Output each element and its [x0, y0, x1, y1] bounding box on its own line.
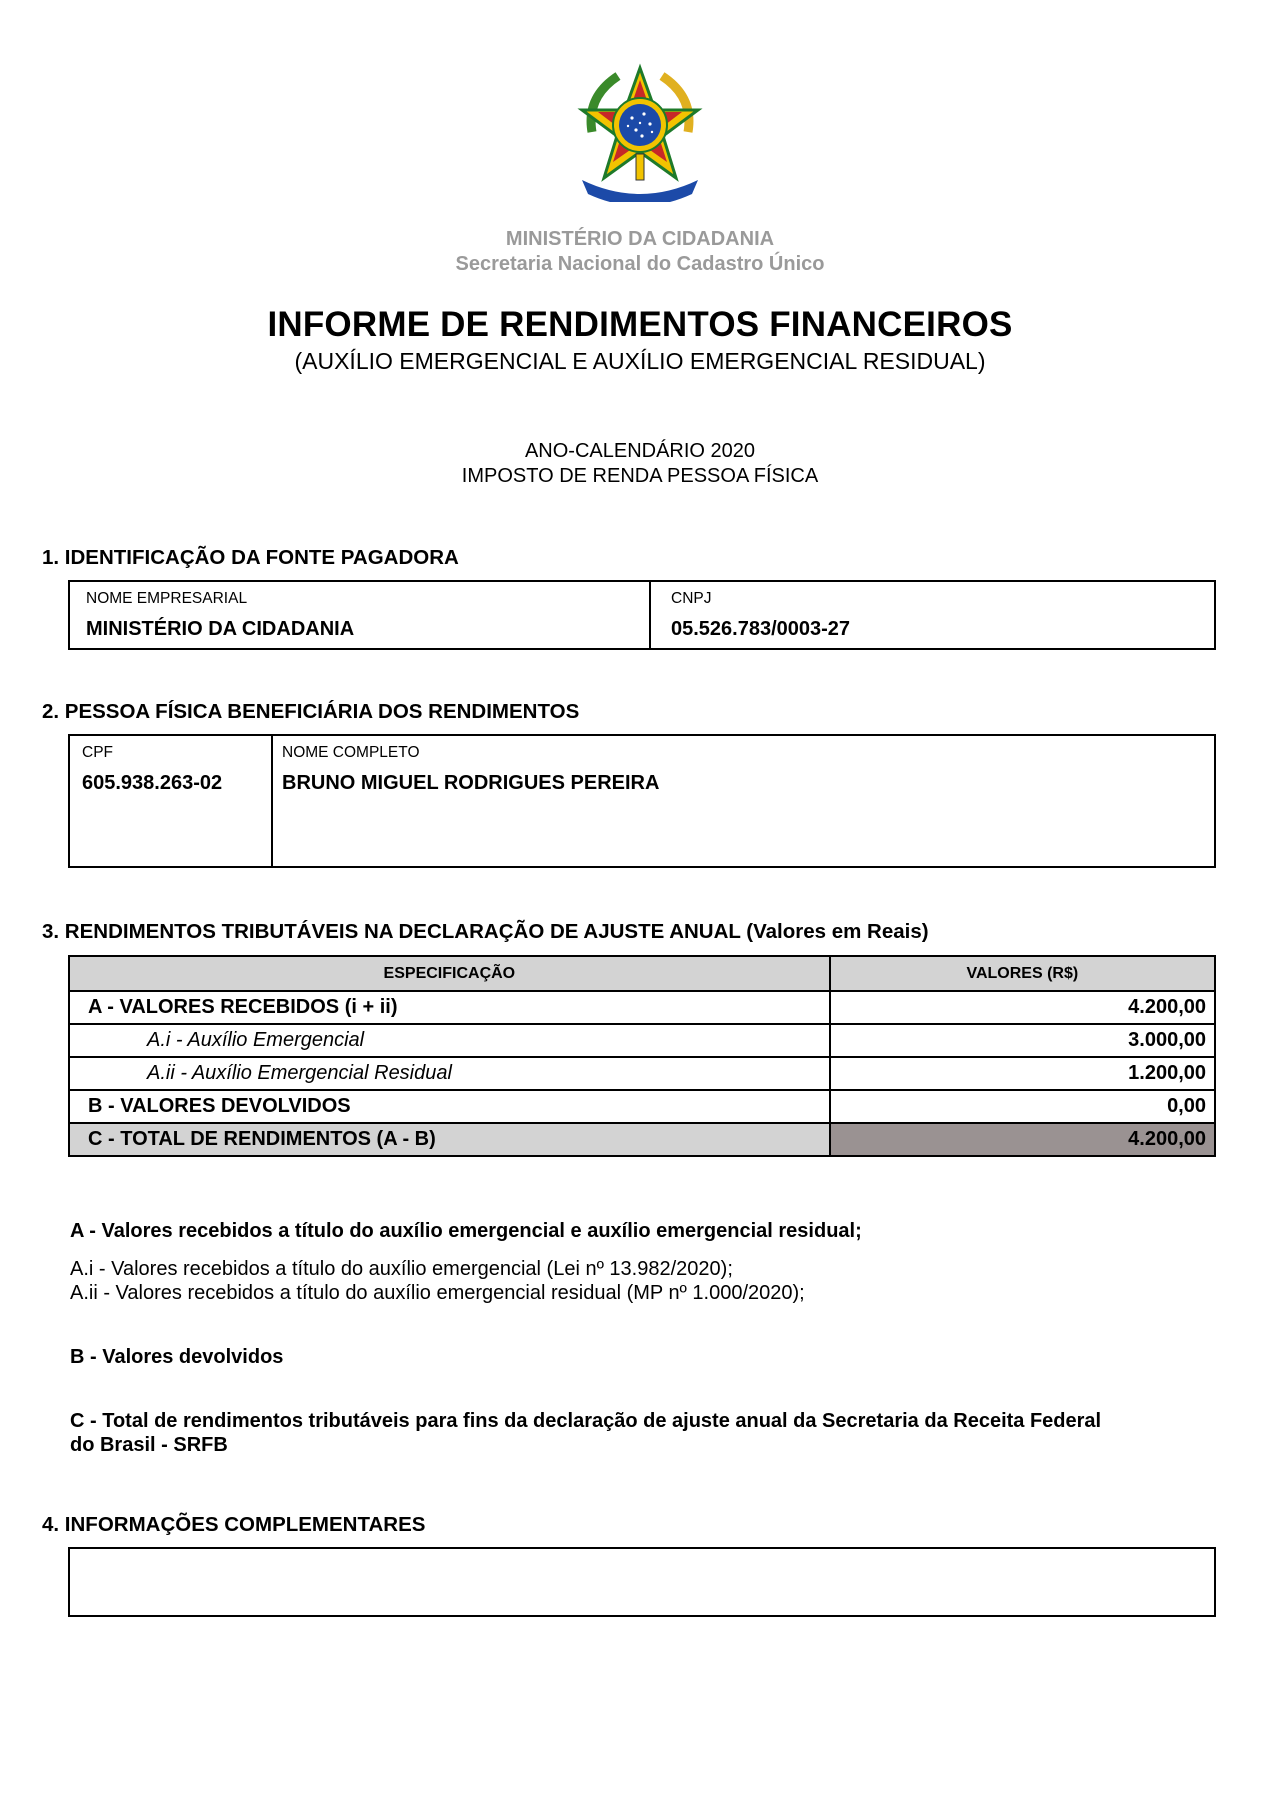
- brazil-coat-of-arms-icon: [570, 62, 710, 202]
- cpf-label: CPF: [82, 744, 113, 761]
- ministry-name: MINISTÉRIO DA CIDADANIA: [505, 228, 775, 250]
- payer-identification-box: [68, 580, 1216, 650]
- table-row: [69, 1057, 1215, 1090]
- table-row: [69, 1024, 1215, 1057]
- row-value: 4.200,00: [830, 1123, 1215, 1156]
- page-title: INFORME DE RENDIMENTOS FINANCEIROS: [267, 305, 1013, 344]
- section1-title: 1. IDENTIFICAÇÃO DA FONTE PAGADORA: [42, 546, 459, 569]
- company-name-value: MINISTÉRIO DA CIDADANIA: [86, 618, 355, 640]
- income-table: [68, 955, 1216, 1157]
- complementary-info-box: [68, 1547, 1216, 1617]
- column-header-values: VALORES (R$): [830, 956, 1215, 991]
- cnpj-value: 05.526.783/0003-27: [671, 618, 851, 640]
- row-label: B - VALORES DEVOLVIDOS: [69, 1090, 830, 1123]
- full-name-value: BRUNO MIGUEL RODRIGUES PEREIRA: [282, 772, 660, 794]
- row-label: A.ii - Auxílio Emergencial Residual: [69, 1057, 830, 1090]
- secretariat-name: Secretaria Nacional do Cadastro Único: [455, 253, 825, 275]
- column-header-specification: ESPECIFICAÇÃO: [69, 956, 830, 991]
- row-label: A - VALORES RECEBIDOS (i + ii): [69, 991, 830, 1024]
- page-subtitle: (AUXÍLIO EMERGENCIAL E AUXÍLIO EMERGENCIAL RESIDUAL): [294, 348, 986, 374]
- full-name-label: NOME COMPLETO: [282, 744, 420, 761]
- table-row: [69, 991, 1215, 1024]
- row-label: C - TOTAL DE RENDIMENTOS (A - B): [69, 1123, 830, 1156]
- table-row: [69, 1090, 1215, 1123]
- row-value: 3.000,00: [830, 1024, 1215, 1057]
- note-c-line1: C - Total de rendimentos tributáveis para fins da declaração de ajuste anual da Secretaria da Receita Federal: [70, 1410, 1102, 1432]
- calendar-year: ANO-CALENDÁRIO 2020: [524, 440, 756, 462]
- company-name-label: NOME EMPRESARIAL: [86, 590, 248, 607]
- note-c-line2: do Brasil - SRFB: [70, 1434, 228, 1456]
- row-value: 4.200,00: [830, 991, 1215, 1024]
- beneficiary-box: [68, 734, 1216, 868]
- note-a: A - Valores recebidos a título do auxílio emergencial e auxílio emergencial residual;: [70, 1220, 862, 1242]
- section2-title: 2. PESSOA FÍSICA BENEFICIÁRIA DOS RENDIMENTOS: [42, 700, 580, 723]
- note-b: B - Valores devolvidos: [70, 1346, 284, 1368]
- table-header-row: [69, 956, 1215, 991]
- table-row-total: [69, 1123, 1215, 1156]
- row-label: A.i - Auxílio Emergencial: [69, 1024, 830, 1057]
- tax-type: IMPOSTO DE RENDA PESSOA FÍSICA: [461, 465, 819, 487]
- cpf-value: 605.938.263-02: [82, 772, 223, 794]
- note-aii: A.ii - Valores recebidos a título do auxílio emergencial residual (MP nº 1.000/2020);: [70, 1282, 805, 1304]
- row-value: 0,00: [830, 1090, 1215, 1123]
- section3-title: 3. RENDIMENTOS TRIBUTÁVEIS NA DECLARAÇÃO DE AJUSTE ANUAL (Valores em Reais): [42, 920, 929, 943]
- cnpj-label: CNPJ: [671, 590, 712, 607]
- note-ai: A.i - Valores recebidos a título do auxílio emergencial (Lei nº 13.982/2020);: [70, 1258, 733, 1280]
- section4-title: 4. INFORMAÇÕES COMPLEMENTARES: [42, 1513, 426, 1536]
- row-value: 1.200,00: [830, 1057, 1215, 1090]
